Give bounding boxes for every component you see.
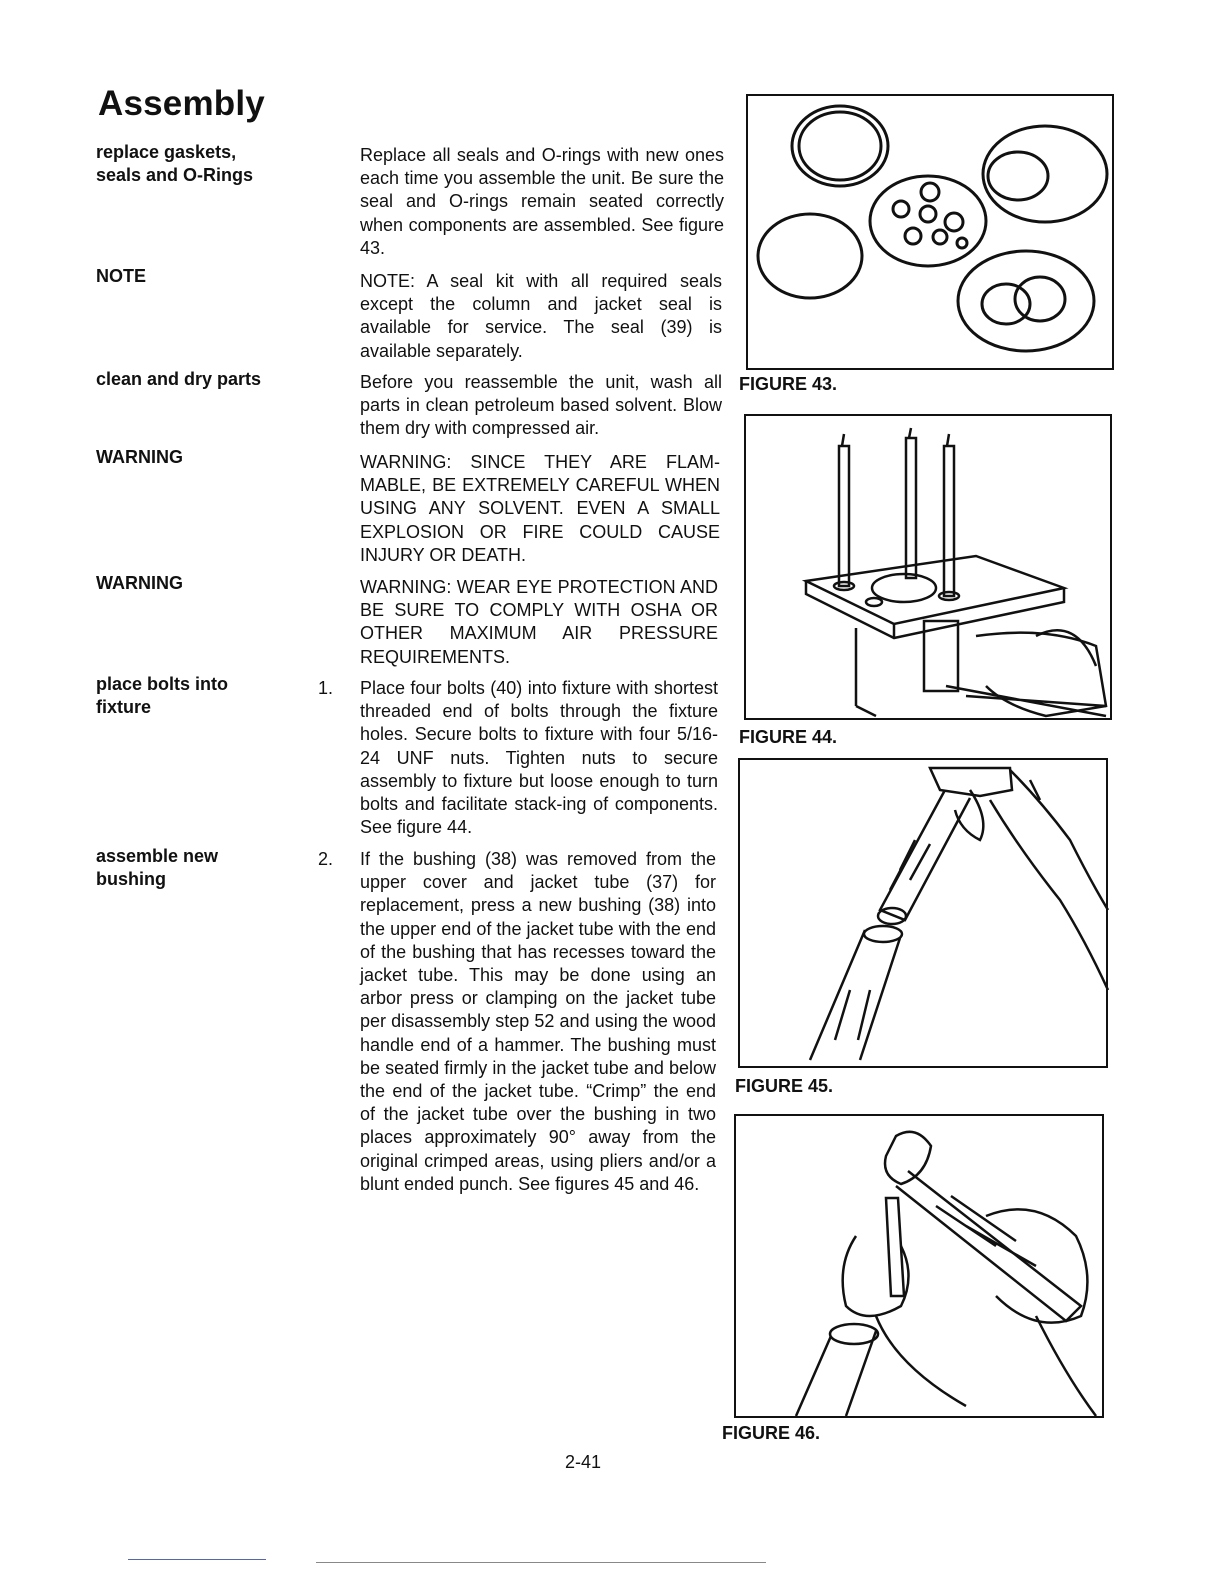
paragraph-warning-solvent: WARNING: SINCE THEY ARE FLAM-MABLE, BE EXTREMELY CAREFUL WHEN USING ANY SOLVENT. EVEN A SMALL EXPLOSION OR FIRE COULD CAUSE INJURY OR DEATH. <box>360 452 720 565</box>
figure-46-caption: FIGURE 46. <box>722 1423 821 1443</box>
figure-45-image <box>738 758 1108 1068</box>
hammer-bushing-illustration <box>740 760 1110 1070</box>
page-number: 2-41 <box>565 1452 602 1472</box>
figure-44-image <box>744 414 1112 720</box>
figure-46-image <box>734 1114 1104 1418</box>
side-label-note: NOTE <box>96 266 147 286</box>
scan-artifact-line <box>316 1562 766 1563</box>
figure-45-caption: FIGURE 45. <box>735 1076 834 1096</box>
step-number-2: 2. <box>318 849 334 869</box>
paragraph-clean-dry: Before you reassemble the unit, wash all parts in clean petroleum based solvent. Blow them dry with compressed air. <box>360 372 722 439</box>
figure-44-caption: FIGURE 44. <box>739 727 838 747</box>
figure-43-image <box>746 94 1114 370</box>
bolts-fixture-illustration <box>746 416 1114 722</box>
paragraph-note: NOTE: A seal kit with all required seals except the column and jacket seal is available for service. The seal (39) is available separately. <box>360 271 722 361</box>
paragraph-replace-seals: Replace all seals and O-rings with new ones each time you assemble the unit. Be sure the seal and O-rings remain seated correctly when components are assembled. See figure 43. <box>360 145 724 258</box>
o-rings-illustration <box>748 96 1116 372</box>
side-label-warning-eye: WARNING <box>96 573 183 593</box>
side-label-place-bolts: place bolts into fixture <box>96 674 229 717</box>
figure-43-caption: FIGURE 43. <box>739 374 838 394</box>
side-label-assemble-bushing: assemble new bushing <box>96 846 219 889</box>
page-title: Assembly <box>98 84 265 123</box>
scan-artifact-line <box>128 1559 266 1560</box>
crimping-illustration <box>736 1116 1106 1420</box>
step-number-1: 1. <box>318 678 334 698</box>
side-label-replace-gaskets: replace gaskets, seals and O-Rings <box>96 142 254 185</box>
side-label-warning-solvent: WARNING <box>96 447 183 467</box>
side-label-clean-dry: clean and dry parts <box>96 369 262 389</box>
paragraph-step-1: Place four bolts (40) into fixture with shortest threaded end of bolts through the fixture holes. Secure bolts to fixture with four 5/16-24 UNF nuts. Tighten nuts to secure assembly to fixture but loose enough to turn bolts and facilitate stack-ing of components. See figure 44. <box>360 678 718 838</box>
paragraph-step-2: If the bushing (38) was removed from the upper cover and jacket tube (37) for replacement, press a new bushing (38) into the upper end of the jacket tube with the end of the bushing that has recesses toward the jacket tube. This may be done using an arbor press or clamping on the jacket tube per disassembly step 52 and using the wood handle end of a hammer. The bushing must be seated firmly in the jacket tube and below the end of the jacket tube. “Crimp” the end of the jacket tube over the bushing in two places approximately 90° away from the original crimped areas, using pliers and/or a blunt ended punch. See figures 45 and 46. <box>360 849 716 1194</box>
paragraph-warning-eye: WARNING: WEAR EYE PROTECTION AND BE SURE TO COMPLY WITH OSHA OR OTHER MAXIMUM AIR PRESSURE REQUIREMENTS. <box>360 577 718 667</box>
